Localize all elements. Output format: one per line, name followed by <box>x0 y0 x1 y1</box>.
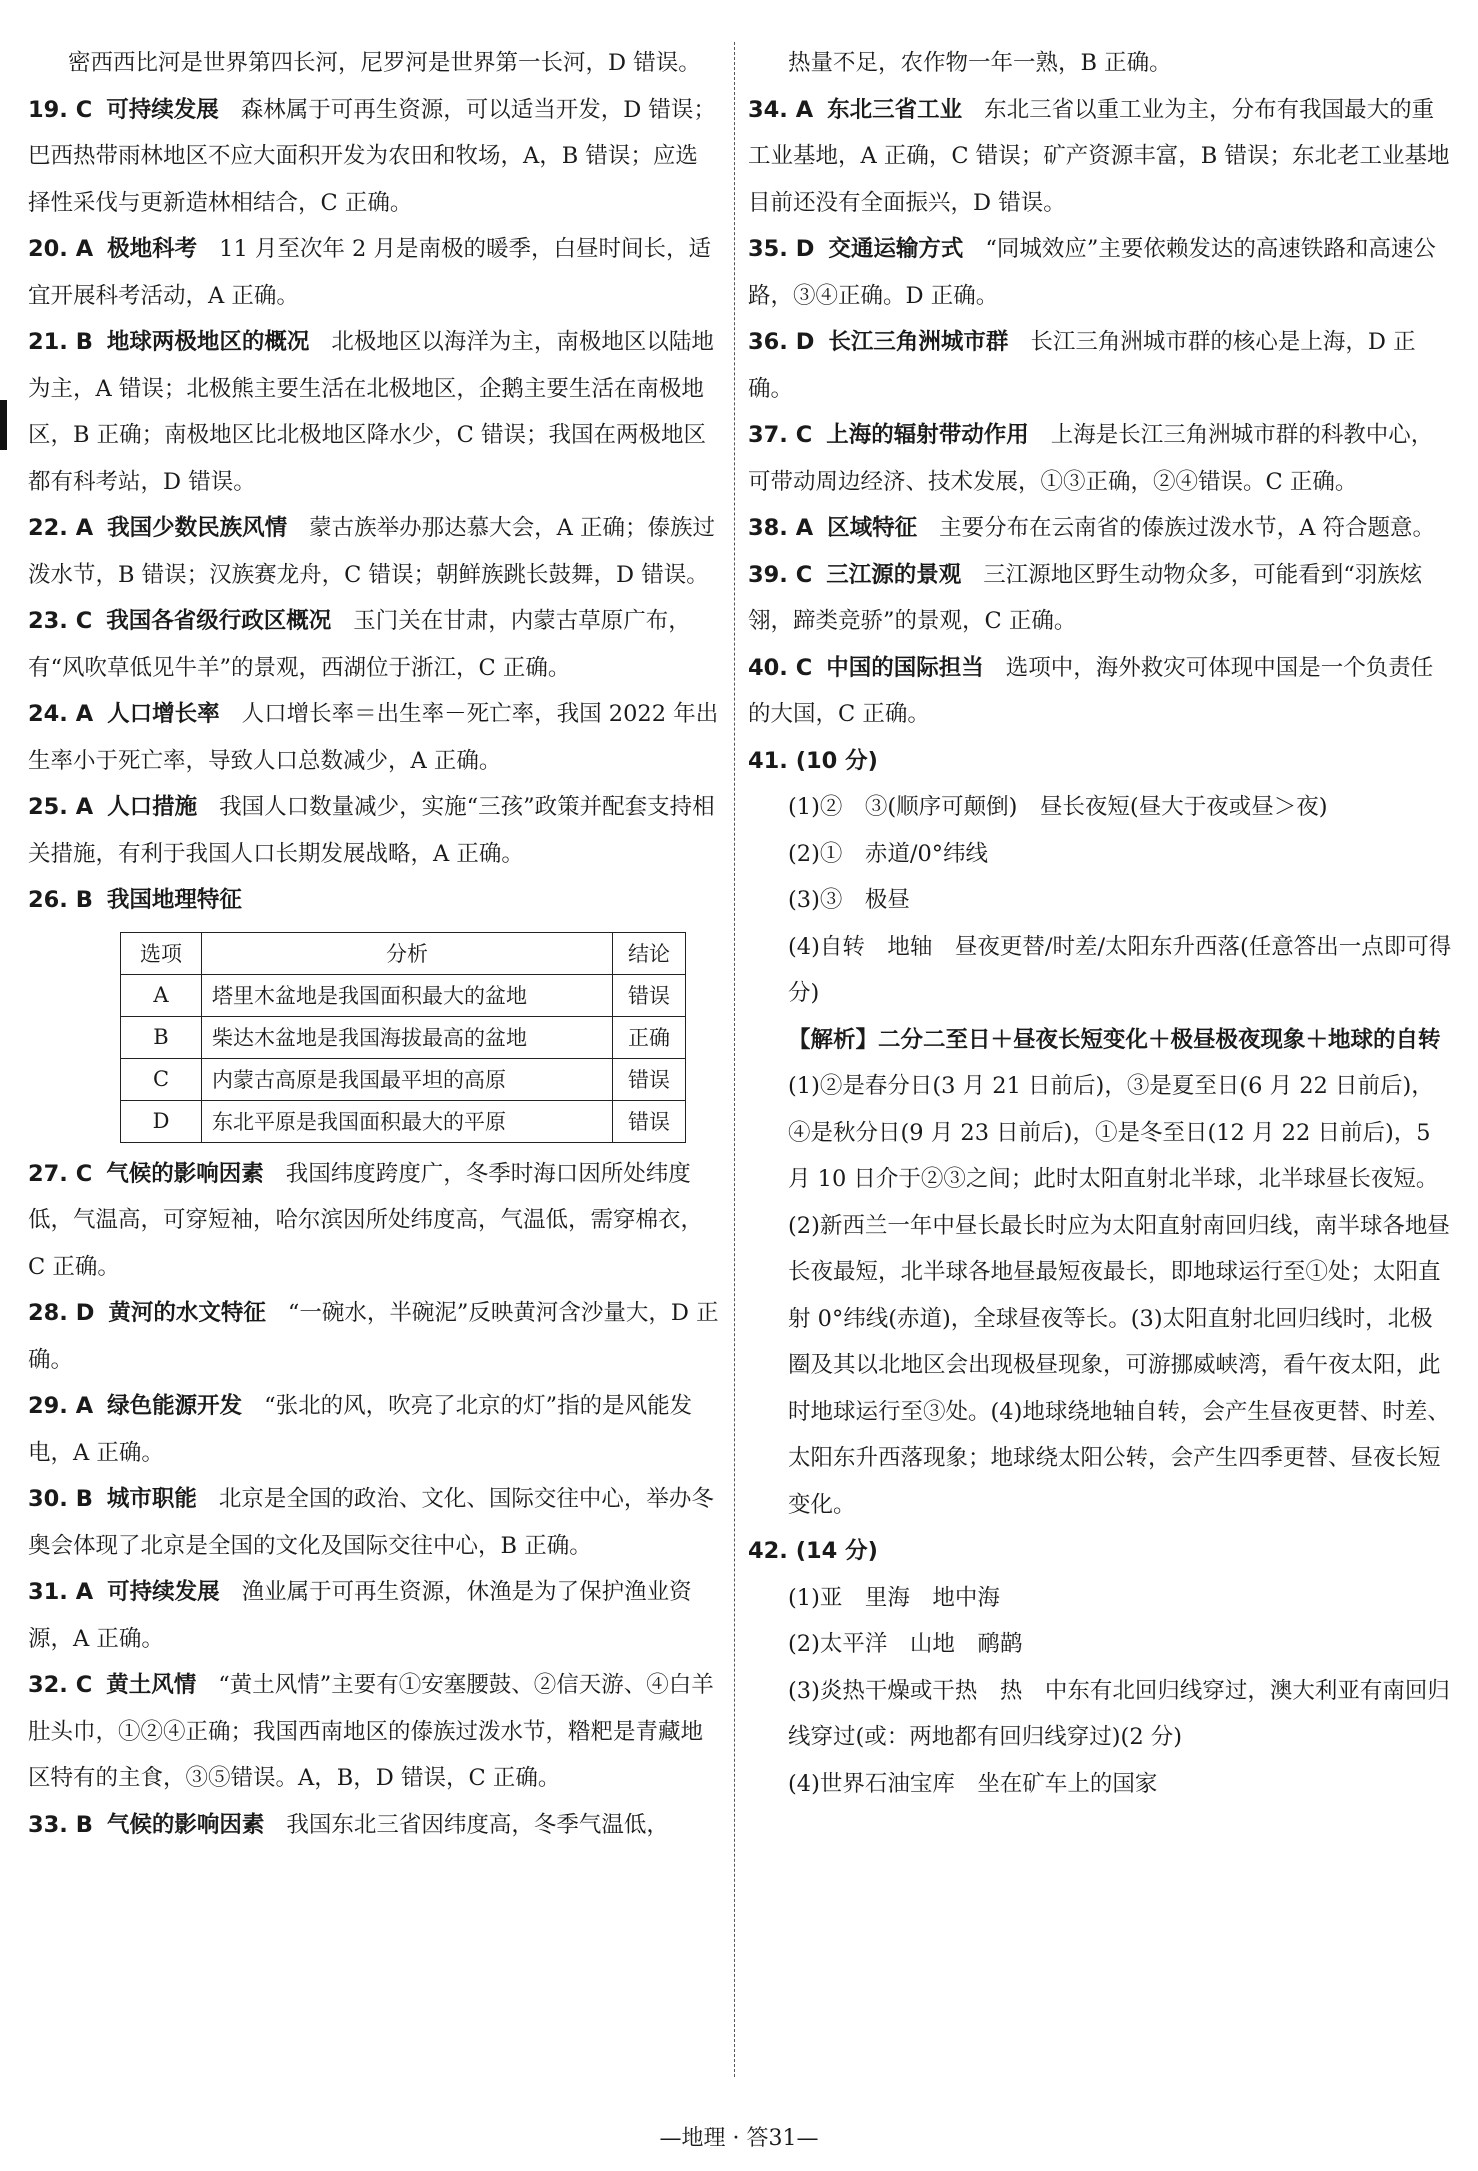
q41-header <box>748 738 1453 785</box>
table-row <box>121 974 686 1016</box>
answer-text: “黄土风情”主要有①安塞腰鼓、②信天游、④白羊肚头巾，①②④正确；我国西南地区的傣族过泼水节，糌粑是青藏地区特有的主食，③⑤错误。A，B，D 错误，C 正确。 <box>28 1672 714 1791</box>
question-topic: 极地科考 <box>107 236 198 262</box>
question-number: 19. C <box>28 96 93 123</box>
question-number: 23. C <box>28 608 93 634</box>
table-row <box>121 1058 686 1100</box>
question-topic: 可持续发展 <box>106 96 219 123</box>
answer-text: 蒙古族举办那达慕大会，A 正确；傣族过泼水节，B 错误；汉族赛龙舟，C 错误；朝鲜族跳长鼓舞，D 错误。 <box>28 515 716 588</box>
analysis-table <box>120 932 686 1143</box>
question-topic: 地球两极地区的概况 <box>106 329 310 355</box>
question-number: 35. D <box>748 236 815 262</box>
question-number: 26. B <box>28 887 93 913</box>
q41-analysis <box>748 1017 1453 1529</box>
answer-entry <box>748 505 1453 552</box>
left-entries-bottom <box>28 1151 720 1849</box>
q41-answer-2: (2)① 赤道/0°纬线 <box>788 840 989 867</box>
answer-entry <box>748 645 1453 738</box>
answer-text: 东北三省以重工业为主，分布有我国最大的重工业基地，A 正确，C 错误；矿产资源丰富，B 错误；东北老工业基地目前还没有全面振兴，D 错误。 <box>748 96 1450 216</box>
question-topic: 气候的影响因素 <box>106 1811 265 1838</box>
q41-analysis-tag: 【解析】二分二至日＋昼夜长短变化＋极昼极夜现象＋地球的自转 <box>788 1026 1441 1053</box>
question-topic: 交通运输方式 <box>828 236 964 262</box>
answer-entry <box>748 226 1453 319</box>
question-number: 21. B <box>28 329 93 355</box>
question-topic: 黄河的水文特征 <box>108 1300 266 1326</box>
question-topic: 中国的国际担当 <box>826 654 984 681</box>
question-number: 33. B <box>28 1811 93 1838</box>
question-number: 36. D <box>748 329 815 355</box>
answer-entry <box>28 1662 720 1802</box>
right-entries <box>748 40 1453 738</box>
answer-entry <box>28 226 720 319</box>
answer-text: 选项中，海外救灾可体现中国是一个负责任的大国，C 正确。 <box>748 654 1434 727</box>
question-number: 31. A <box>28 1579 94 1605</box>
table-cell-conclusion: 错误 <box>613 1058 686 1100</box>
question-topic: 气候的影响因素 <box>106 1160 264 1187</box>
q41-analysis-text: (1)②是春分日(3 月 21 日前后)，③是夏至日(6 月 22 日前后)，④是秋分日(9 月 23 日前后)，①是冬至日(12 月 22 日前后)，5 月 10 日介于②③之间；此时太阳直射北半球，北半球昼长夜短。(2)新西兰一年中昼长最长时应为太阳直射南回归线，南半球各地昼长夜最短，北半球各地昼最短夜最长，即地球运行至①处；太阳直射 0°纬线(赤道)，全球昼夜等长。(3)太阳直射北回归线时，北极圈及其以北地区会出现极昼现象，可游挪威峡湾，看午夜太阳，此时地球运行至③处。(4)地球绕地轴自转，会产生昼夜更替、时差、太阳东升西落现象；地球绕太阳公转，会产生四季更替、昼夜长短变化。 <box>788 1073 1450 1518</box>
question-topic: 城市职能 <box>106 1486 197 1512</box>
question-number: 29. A <box>28 1393 94 1419</box>
q42-number: 42. (14 分) <box>748 1538 878 1564</box>
question-number: 38. A <box>748 515 814 541</box>
answer-text: 玉门关在甘肃，内蒙古草原广布，有“风吹草低见牛羊”的景观，西湖位于浙江，C 正确。 <box>28 608 691 681</box>
right-column <box>748 40 1453 1807</box>
answer-text: 北极地区以海洋为主，南极地区以陆地为主，A 错误；北极熊主要生活在北极地区，企鹅主要生活在南极地区，B 正确；南极地区比北极地区降水少，C 错误；我国在两极地区都有科考站，D 错误。 <box>28 329 714 495</box>
table-cell-option: C <box>121 1058 202 1100</box>
answer-text: “一碗水，半碗泥”反映黄河含沙量大，D 正确。 <box>28 1300 719 1373</box>
q42-answer-4: (4)世界石油宝库 坐在矿车上的国家 <box>788 1770 1158 1797</box>
question-topic: 我国少数民族风情 <box>107 515 288 541</box>
answer-text: 主要分布在云南省的傣族过泼水节，A 符合题意。 <box>939 515 1436 541</box>
question-number: 27. C <box>28 1160 93 1187</box>
question-topic: 区域特征 <box>827 515 918 541</box>
answer-entry <box>28 1476 720 1569</box>
q41-answer-4: (4)自转 地轴 昼夜更替/时差/太阳东升西落(任意答出一点即可得分) <box>788 933 1452 1006</box>
column-divider <box>734 42 735 2077</box>
table-cell-analysis: 内蒙古高原是我国最平坦的高原 <box>202 1058 613 1100</box>
answer-text: 我国东北三省因纬度高，冬季气温低， <box>286 1811 669 1838</box>
answer-text: 密西西比河是世界第四长河，尼罗河是世界第一长河，D 错误。 <box>68 50 701 76</box>
question-number: 30. B <box>28 1486 93 1512</box>
table-header-row <box>121 932 686 974</box>
answer-text: 我国人口数量减少，实施“三孩”政策并配套支持相关措施，有利于我国人口长期发展战略，A 正确。 <box>28 794 715 867</box>
answer-text: 人口增长率＝出生率－死亡率，我国 2022 年出生率小于死亡率，导致人口总数减少，A 正确。 <box>28 701 719 774</box>
question-topic: 人口措施 <box>107 794 198 820</box>
table-cell-option: D <box>121 1100 202 1142</box>
question-topic: 长江三角洲城市群 <box>828 329 1009 355</box>
left-column <box>28 40 720 1848</box>
question-topic: 上海的辐射带动作用 <box>826 422 1029 448</box>
page-footer: —地理 · 答31— <box>659 2126 819 2151</box>
answer-entry <box>748 87 1453 227</box>
q41-number: 41. (10 分) <box>748 747 878 774</box>
answer-entry <box>28 1290 720 1383</box>
answer-entry <box>748 552 1453 645</box>
answer-entry <box>28 1802 720 1849</box>
question-number: 20. A <box>28 236 94 262</box>
answer-entry <box>28 40 720 87</box>
question-number: 28. D <box>28 1300 95 1326</box>
answer-entry <box>28 784 720 877</box>
answer-entry <box>748 319 1453 412</box>
question-number: 40. C <box>748 654 813 681</box>
left-entries-top <box>28 40 720 924</box>
question-topic: 东北三省工业 <box>827 96 963 123</box>
question-topic: 可持续发展 <box>107 1579 220 1605</box>
question-number: 24. A <box>28 701 94 727</box>
question-topic: 我国地理特征 <box>106 887 242 913</box>
table-cell-conclusion: 正确 <box>613 1016 686 1058</box>
question-topic: 我国各省级行政区概况 <box>106 608 332 634</box>
q42-answer-2: (2)太平洋 山地 鸸鹋 <box>788 1631 1023 1657</box>
table-cell-option: B <box>121 1016 202 1058</box>
table-header-option: 选项 <box>121 932 202 974</box>
q41-answer-3: (3)③ 极昼 <box>788 887 910 913</box>
answer-entry <box>28 1151 720 1291</box>
answer-text: 渔业属于可再生资源，休渔是为了保护渔业资源，A 正确。 <box>28 1579 692 1652</box>
table-cell-conclusion: 错误 <box>613 1100 686 1142</box>
question-number: 34. A <box>748 96 814 123</box>
table-cell-option: A <box>121 974 202 1016</box>
question-number: 22. A <box>28 515 94 541</box>
answer-entry <box>28 598 720 691</box>
q42-answer-1: (1)亚 里海 地中海 <box>788 1584 1000 1611</box>
table-header-conclusion: 结论 <box>613 932 686 974</box>
answer-text: 森林属于可再生资源，可以适当开发，D 错误；巴西热带雨林地区不应大面积开发为农田和牧场，A，B 错误；应选择性采伐与更新造林相结合，C 正确。 <box>28 96 716 216</box>
question-topic: 黄土风情 <box>106 1672 197 1698</box>
table-cell-analysis: 塔里木盆地是我国面积最大的盆地 <box>202 974 613 1016</box>
answer-text: 北京是全国的政治、文化、国际交往中心，举办冬奥会体现了北京是全国的文化及国际交往中心，B 正确。 <box>28 1486 714 1559</box>
table-row <box>121 1100 686 1142</box>
q42-header <box>748 1528 1453 1575</box>
question-topic: 绿色能源开发 <box>107 1393 243 1419</box>
answer-text: 11 月至次年 2 月是南极的暖季，白昼时间长，适宜开展科考活动，A 正确。 <box>28 236 712 309</box>
question-number: 37. C <box>748 422 813 448</box>
question-topic: 三江源的景观 <box>826 561 962 588</box>
q42-answer-3: (3)炎热干燥或干热 热 中东有北回归线穿过，澳大利亚有南回归线穿过(或：两地都有回归线穿过)(2 分) <box>788 1677 1450 1750</box>
question-number: 39. C <box>748 561 813 588</box>
answer-entry <box>28 877 720 924</box>
answer-text: 上海是长江三角洲城市群的科教中心，可带动周边经济、技术发展，①③正确，②④错误。C 正确。 <box>748 422 1434 495</box>
table-header-analysis: 分析 <box>202 932 613 974</box>
answer-entry <box>748 40 1453 87</box>
answer-text: 我国纬度跨度广，冬季时海口因所处纬度低，气温高，可穿短袖，哈尔滨因所处纬度高，气温低，需穿棉衣，C 正确。 <box>28 1160 704 1280</box>
answer-entry <box>28 691 720 784</box>
answer-text: 长江三角洲城市群的核心是上海，D 正确。 <box>748 329 1416 402</box>
table-cell-analysis: 东北平原是我国面积最大的平原 <box>202 1100 613 1142</box>
answer-entry <box>28 1569 720 1662</box>
table-row <box>121 1016 686 1058</box>
table-cell-conclusion: 错误 <box>613 974 686 1016</box>
answer-text: “同城效应”主要依赖发达的高速铁路和高速公路，③④正确。D 正确。 <box>748 236 1436 309</box>
answer-entry <box>28 1383 720 1476</box>
question-number: 25. A <box>28 794 94 820</box>
table-cell-analysis: 柴达木盆地是我国海拔最高的盆地 <box>202 1016 613 1058</box>
answer-entry <box>28 319 720 505</box>
answer-text: 三江源地区野生动物众多，可能看到“羽族炫翎，蹄类竞骄”的景观，C 正确。 <box>748 561 1423 634</box>
question-topic: 人口增长率 <box>107 701 220 727</box>
answer-entry <box>28 87 720 227</box>
answer-entry <box>748 412 1453 505</box>
answer-entry <box>28 505 720 598</box>
q41-answer-1: (1)② ③(顺序可颠倒) 昼长夜短(昼大于夜或昼＞夜) <box>788 794 1328 820</box>
answer-text: “张北的风，吹亮了北京的灯”指的是风能发电，A 正确。 <box>28 1393 693 1466</box>
page-edge-mark <box>0 400 7 450</box>
answer-text: 热量不足，农作物一年一熟，B 正确。 <box>788 50 1172 76</box>
question-number: 32. C <box>28 1672 93 1698</box>
